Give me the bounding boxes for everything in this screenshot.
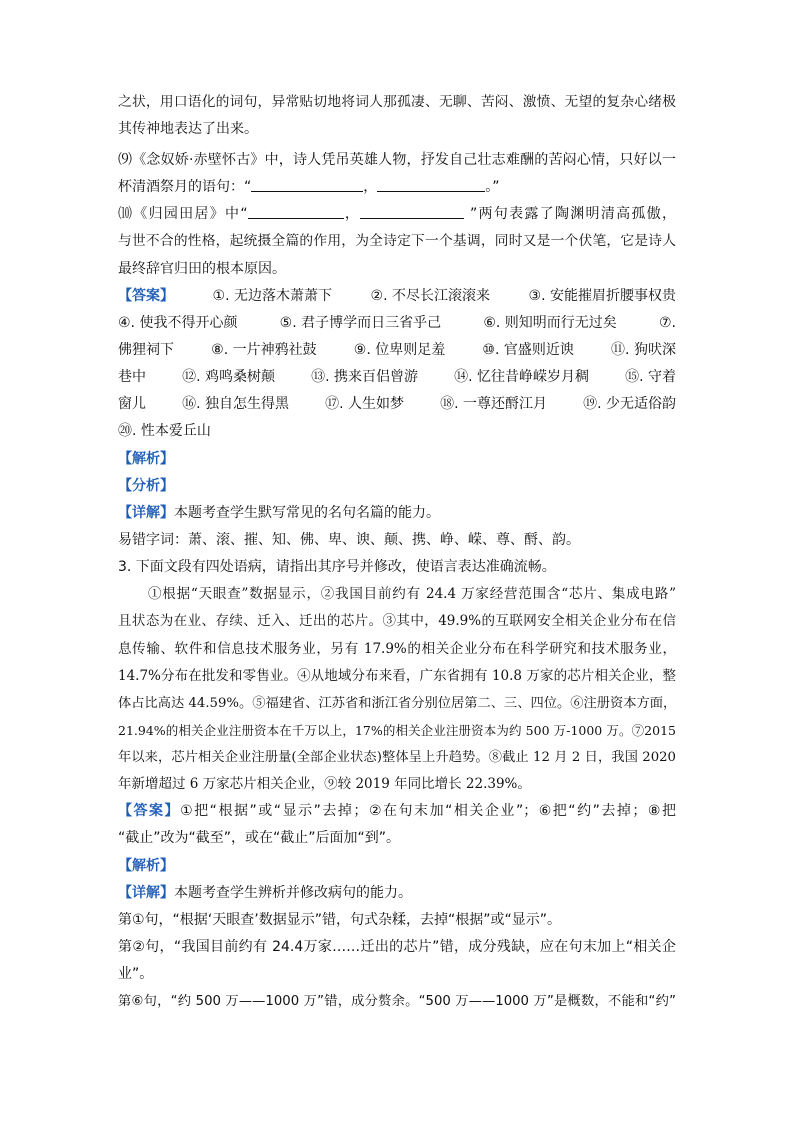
page-content xyxy=(118,89,676,1015)
passage-line: ①根据“天眼查”数据显示，②我国目前约有 24.4 万家经营范围含“芯片、集成电路” xyxy=(148,586,676,603)
text-line: 其传神地表达了出来。 xyxy=(118,121,258,138)
answer-item: ②. 不尽长江滚滚来 xyxy=(370,287,490,304)
fill-blank xyxy=(360,206,464,219)
fill-blank xyxy=(248,206,344,219)
fill-blank xyxy=(377,179,485,192)
item-9-line: ⑼《念奴娇·赤壁怀古》中，诗人凭吊英雄人物，抒发自己壮志难酬的苦闷心情，只好以一 xyxy=(118,151,676,168)
answer-item: ⑧. 一片神鸦社鼓 xyxy=(211,341,317,358)
answer-item: ①. 无边落木萧萧下 xyxy=(212,287,332,304)
detail-line: 业”。 xyxy=(118,966,154,983)
answer-item: ⑯. 独自怎生得黑 xyxy=(182,396,289,413)
answer-line xyxy=(118,798,676,825)
answer-item: ③. 安能摧眉折腰事权贵 xyxy=(528,287,676,304)
analysis-label: 【解析】 xyxy=(118,857,174,874)
answer-item: 佛狸祠下 xyxy=(118,341,174,358)
text-line: 与世不合的性格，起统摄全篇的作用，为全诗定下一个基调，同时又是一个伏笔，它是诗人 xyxy=(118,233,676,250)
answer-item: ⑭. 忆往昔峥嵘岁月稠 xyxy=(454,369,589,386)
item-10-blanks-line xyxy=(118,201,676,228)
detail-label: 【详解】 xyxy=(118,504,174,521)
detail-label: 【详解】 xyxy=(118,884,174,901)
answer-label: 【答案】 xyxy=(118,803,181,820)
passage-line: 体占比高达 44.59%。⑤福建省、江苏省和浙江省分别位居第二、三、四位。⑥注册资本方面， xyxy=(118,695,677,711)
detail-text: 本题考查学生默写常见的名句名篇的能力。 xyxy=(174,504,440,521)
passage-line: 14.7%分布在批发和零售业。④从地域分布来看，广东省拥有 10.8 万家的芯片相关企业，整 xyxy=(118,667,676,684)
answer-item: 窗儿 xyxy=(118,396,146,413)
passage-line: 21.94%的相关企业注册资本在千万以上，17%的相关企业注册资本为约 500 万-1000 万。⑦2015 xyxy=(118,722,676,738)
answer-item: ⑨. 位卑则足羞 xyxy=(353,341,446,358)
error-words-line: 易错字词：萧、滚、摧、知、佛、卑、谀、颠、携、峥、嵘、尊、酹、韵。 xyxy=(118,531,580,548)
passage-line: 息传输、软件和信息技术服务业，另有 17.9%的相关企业分布在科学研究和技术服务业， xyxy=(118,640,676,657)
question-3-stem: 3. 下面文段有四处语病，请指出其序号并修改，使语言表达准确流畅。 xyxy=(118,559,556,576)
item-9-suffix: 。” xyxy=(485,179,500,196)
text-line: 之状，用口语化的词句，异常贴切地将词人那孤凄、无聊、苦闷、激愤、无望的复杂心绪极 xyxy=(118,94,676,110)
breakdown-label: 【分析】 xyxy=(118,477,174,494)
blank-separator: ， xyxy=(363,179,378,196)
answer-row xyxy=(118,310,676,337)
item-9-blanks-line xyxy=(118,174,676,201)
detail-line xyxy=(118,880,676,907)
answer-label: 【答案】 xyxy=(118,287,174,304)
detail-line: 第②句，“我国目前约有 24.4万家……迁出的芯片”错，成分残缺，应在句末加上“相关企 xyxy=(118,939,676,956)
answer-item: ④. 使我不得开心颜 xyxy=(118,314,238,331)
passage-line: 年以来，芯片相关企业注册量(全部企业状态)整体呈上升趋势。⑧截止 12 月 2 日，我国 2020 xyxy=(118,750,676,766)
text-line: 最终辞官归田的根本原因。 xyxy=(118,260,286,277)
answer-item: ⑩. 官盛则近谀 xyxy=(482,341,574,358)
answer-item: ⑫. 鸡鸣桑树颠 xyxy=(182,369,275,386)
answer-item: ⑰. 人生如梦 xyxy=(325,396,404,413)
detail-line: 第⑥句，“约 500 万——1000 万”错，成分赘余。“500 万——1000 万”是概数，不能和“约” xyxy=(118,994,676,1010)
answer-row xyxy=(118,418,676,445)
answer-item: ⑥. 则知明而行无过矣 xyxy=(483,314,617,331)
passage-line: 且状态为在业、存续、迁入、迁出的芯片。③其中，49.9%的互联网安全相关企业分布在信 xyxy=(118,613,676,630)
answer-row xyxy=(118,283,676,310)
fill-blank xyxy=(251,179,363,192)
blank-separator: ， xyxy=(343,206,361,223)
answer-item: 巷中 xyxy=(118,369,146,386)
answer-item: ⑲. 少无适俗韵 xyxy=(583,396,676,413)
answer-item: ⑪. 狗吠深 xyxy=(611,341,676,358)
answer-item: ⑬. 携来百侣曾游 xyxy=(311,369,418,386)
answer-line: “截止”改为“截至”，或在“截止”后面加“到”。 xyxy=(118,830,401,847)
answer-item: ⑱. 一尊还酹江月 xyxy=(440,396,547,413)
analysis-label: 【解析】 xyxy=(118,450,174,467)
answer-item: ⑤. 君子博学而日三省乎己 xyxy=(279,314,442,331)
answer-item: ⑳. 性本爱丘山 xyxy=(118,423,211,440)
answer-row xyxy=(118,364,676,391)
answer-text: ①把“根据”或“显示”去掉；②在句末加“相关企业”；⑥把“约”去掉；⑧把 xyxy=(180,803,677,820)
item-9-prefix: 杯清酒祭月的语句：“ xyxy=(118,179,252,196)
answer-item: ⑮. 守着 xyxy=(625,369,676,386)
answer-row xyxy=(118,391,676,418)
answer-row xyxy=(118,337,676,364)
item-10-suffix: ”两句表露了陶渊明清高孤傲， xyxy=(464,206,677,223)
detail-line: 第①句，“根据‘天眼查’数据显示”错，句式杂糅，去掉“根据”或“显示”。 xyxy=(118,911,561,928)
detail-line xyxy=(118,500,676,527)
answer-item: ⑦. xyxy=(658,314,676,331)
item-10-prefix: ⑽《归园田居》中“ xyxy=(118,206,248,223)
passage-line: 年新增超过 6 万家芯片相关企业，⑨较 2019 年同比增长 22.39%。 xyxy=(118,776,531,793)
detail-text: 本题考查学生辨析并修改病句的能力。 xyxy=(174,884,412,901)
